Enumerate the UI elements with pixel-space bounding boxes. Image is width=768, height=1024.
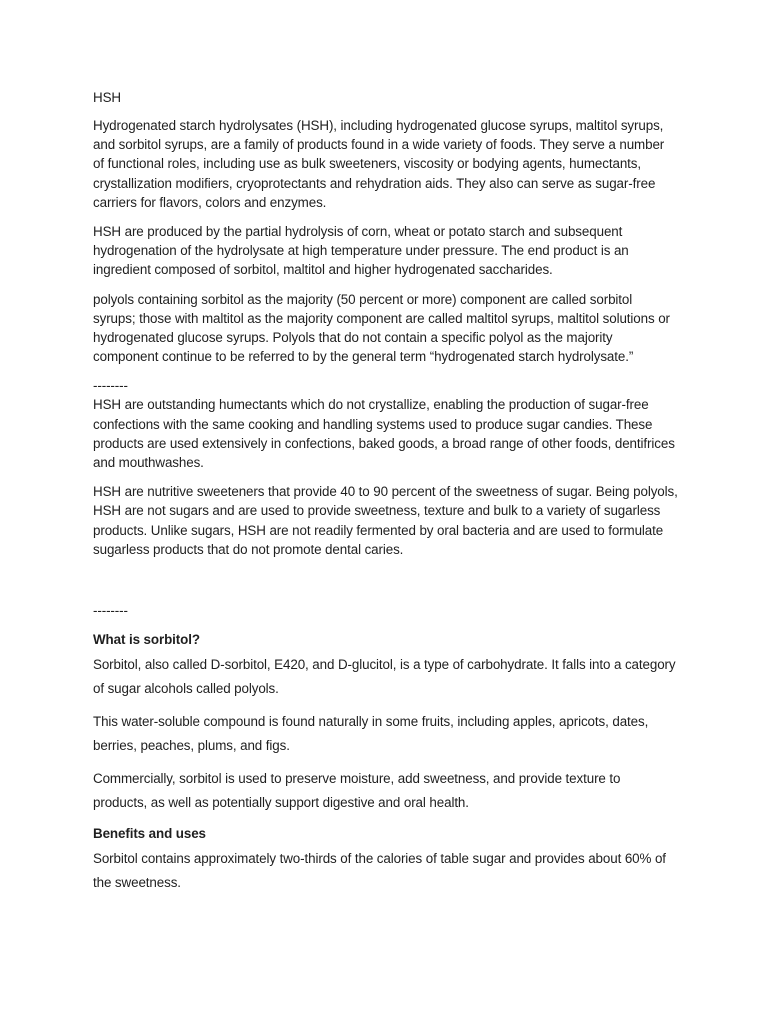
section-heading-sorbitol: What is sorbitol? [93,632,200,648]
separator-line: -------- [93,378,128,394]
paragraph-sorbitol-sources: This water-soluble compound is found naturally in some fruits, including apples, apricots, dates, berries, peaches, plums, and figs. [93,714,649,753]
document-title: HSH [93,90,121,105]
paragraph-polyols: polyols containing sorbitol as the majority (50 percent or more) component are called sorbitol syrups; those with maltitol as the majority component are called maltitol syrups, maltitol solutions or hydrogenated glucose syrups. Polyols that do not contain a specific polyol as the majority component continue to be referred to by the general term “hydrogenated starch hydrolysate.” [93,291,670,365]
separator-line: -------- [93,603,128,619]
paragraph-sorbitol-definition: Sorbitol, also called D-sorbitol, E420, and D-glucitol, is a type of carbohydrate. It falls into a category of sugar alcohols called polyols. [93,657,676,696]
paragraph-hsh-intro: Hydrogenated starch hydrolysates (HSH), including hydrogenated glucose syrups, maltitol syrups, and sorbitol syrups, are a family of products found in a wide variety of foods. They serve a number of functional roles, including use as bulk sweeteners, viscosity or bodying agents, humectants, crystallization modifiers, cryoprotectants and rehydration aids. They also can serve as sugar-free carriers for flavors, colors and enzymes. [93,118,665,210]
paragraph-hsh-production: HSH are produced by the partial hydrolysis of corn, wheat or potato starch and subsequent hydrogenation of the hydrolysate at high temperature under pressure. The end product is an ingredient composed of sorbitol, maltitol and higher hydrogenated saccharides. [93,224,629,278]
document-body [93,88,678,904]
paragraph-sorbitol-calories: Sorbitol contains approximately two-thirds of the calories of table sugar and provides about 60% of the sweetness. [93,851,666,890]
paragraph-nutritive-sweeteners: HSH are nutritive sweeteners that provide 40 to 90 percent of the sweetness of sugar. Being polyols, HSH are not sugars and are used to provide sweetness, texture and bulk to a variety of sugarless products. Unlike sugars, HSH are not readily fermented by oral bacteria and are used to formulate sugarless products that do not promote dental caries. [93,484,678,557]
section-heading-benefits: Benefits and uses [93,826,206,842]
paragraph-humectants: HSH are outstanding humectants which do not crystallize, enabling the production of sugar-free confections with the same cooking and handling systems used to produce sugar candies. These products are used extensively in confections, baked goods, a broad range of other foods, dentifrices and mouthwashes. [93,397,675,471]
paragraph-sorbitol-commercial: Commercially, sorbitol is used to preserve moisture, add sweetness, and provide texture to products, as well as potentially support digestive and oral health. [93,771,621,810]
